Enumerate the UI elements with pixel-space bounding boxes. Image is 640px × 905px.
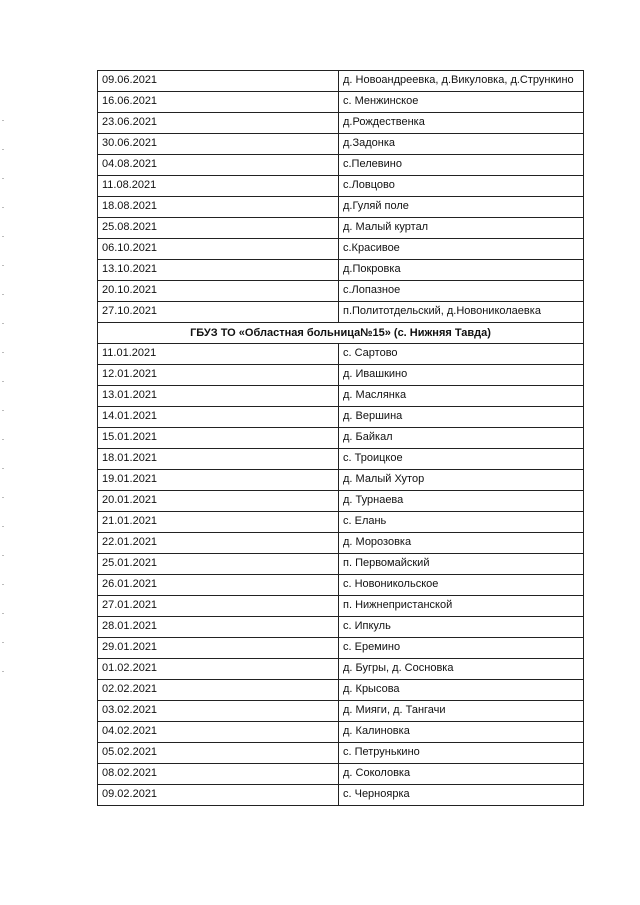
date-cell: 11.01.2021 [98, 344, 339, 365]
table-row [98, 197, 584, 218]
date-cell: 26.01.2021 [98, 575, 339, 596]
date-cell: 01.02.2021 [98, 659, 339, 680]
table-row [98, 491, 584, 512]
place-cell: д. Соколовка [339, 764, 584, 785]
place-cell: с. Троицкое [339, 449, 584, 470]
place-cell: д. Вершина [339, 407, 584, 428]
date-cell: 09.06.2021 [98, 71, 339, 92]
date-cell: 18.01.2021 [98, 449, 339, 470]
table-row [98, 386, 584, 407]
table-row [98, 155, 584, 176]
place-cell: с. Черноярка [339, 785, 584, 806]
place-cell: с. Петрунькино [339, 743, 584, 764]
place-cell: с.Ловцово [339, 176, 584, 197]
table-row [98, 533, 584, 554]
table-row [98, 365, 584, 386]
date-cell: 13.01.2021 [98, 386, 339, 407]
date-cell: 30.06.2021 [98, 134, 339, 155]
table-row [98, 659, 584, 680]
table-row [98, 638, 584, 659]
place-cell: с.Пелевино [339, 155, 584, 176]
date-cell: 11.08.2021 [98, 176, 339, 197]
place-cell: с. Менжинское [339, 92, 584, 113]
date-cell: 05.02.2021 [98, 743, 339, 764]
date-cell: 13.10.2021 [98, 260, 339, 281]
date-cell: 20.10.2021 [98, 281, 339, 302]
date-cell: 27.01.2021 [98, 596, 339, 617]
table-row [98, 722, 584, 743]
place-cell: д.Рождественка [339, 113, 584, 134]
place-cell: д.Покровка [339, 260, 584, 281]
date-cell: 22.01.2021 [98, 533, 339, 554]
table-row [98, 764, 584, 785]
place-cell: д. Мияги, д. Тангачи [339, 701, 584, 722]
place-cell: д. Малый Хутор [339, 470, 584, 491]
place-cell: с. Сартово [339, 344, 584, 365]
table-row [98, 239, 584, 260]
place-cell: д. Крысова [339, 680, 584, 701]
date-cell: 20.01.2021 [98, 491, 339, 512]
date-cell: 18.08.2021 [98, 197, 339, 218]
table-row [98, 701, 584, 722]
date-cell: 09.02.2021 [98, 785, 339, 806]
table-row [98, 428, 584, 449]
place-cell: д. Малый куртал [339, 218, 584, 239]
table-row [98, 743, 584, 764]
table-row [98, 575, 584, 596]
place-cell: с. Новоникольское [339, 575, 584, 596]
table-row [98, 344, 584, 365]
date-cell: 08.02.2021 [98, 764, 339, 785]
date-cell: 28.01.2021 [98, 617, 339, 638]
table-row [98, 281, 584, 302]
place-cell: д. Калиновка [339, 722, 584, 743]
table-row [98, 134, 584, 155]
date-cell: 19.01.2021 [98, 470, 339, 491]
table-row [98, 680, 584, 701]
place-cell: п. Первомайский [339, 554, 584, 575]
date-cell: 06.10.2021 [98, 239, 339, 260]
date-cell: 25.01.2021 [98, 554, 339, 575]
table-row [98, 113, 584, 134]
date-cell: 23.06.2021 [98, 113, 339, 134]
date-cell: 15.01.2021 [98, 428, 339, 449]
date-cell: 04.08.2021 [98, 155, 339, 176]
table-row [98, 554, 584, 575]
place-cell: с. Ипкуль [339, 617, 584, 638]
date-cell: 14.01.2021 [98, 407, 339, 428]
place-cell: д. Морозовка [339, 533, 584, 554]
table-row [98, 92, 584, 113]
table-row [98, 449, 584, 470]
table-row [98, 302, 584, 323]
date-cell: 21.01.2021 [98, 512, 339, 533]
date-cell: 29.01.2021 [98, 638, 339, 659]
schedule-table [97, 70, 584, 806]
place-cell: п. Нижнепристанской [339, 596, 584, 617]
place-cell: д. Байкал [339, 428, 584, 449]
place-cell: д. Ивашкино [339, 365, 584, 386]
place-cell: д.Задонка [339, 134, 584, 155]
table-row [98, 407, 584, 428]
place-cell: с.Красивое [339, 239, 584, 260]
date-cell: 02.02.2021 [98, 680, 339, 701]
place-cell: с.Лопазное [339, 281, 584, 302]
table-row [98, 785, 584, 806]
section-title: ГБУЗ ТО «Областная больница№15» (с. Нижняя Тавда) [98, 323, 584, 344]
date-cell: 04.02.2021 [98, 722, 339, 743]
table-row [98, 470, 584, 491]
table-row [98, 512, 584, 533]
place-cell: д. Турнаева [339, 491, 584, 512]
date-cell: 12.01.2021 [98, 365, 339, 386]
table-row [98, 617, 584, 638]
place-cell: д.Гуляй поле [339, 197, 584, 218]
date-cell: 03.02.2021 [98, 701, 339, 722]
place-cell: с. Еремино [339, 638, 584, 659]
section-header-row [98, 323, 584, 344]
place-cell: с. Елань [339, 512, 584, 533]
place-cell: д. Маслянка [339, 386, 584, 407]
date-cell: 25.08.2021 [98, 218, 339, 239]
table-row [98, 596, 584, 617]
place-cell: д. Бугры, д. Сосновка [339, 659, 584, 680]
table-row [98, 260, 584, 281]
date-cell: 16.06.2021 [98, 92, 339, 113]
table-row [98, 218, 584, 239]
place-cell: п.Политотдельский, д.Новониколаевка [339, 302, 584, 323]
scan-margin-marks [2, 120, 6, 720]
place-cell: д. Новоандреевка, д.Викуловка, д.Стрункино [339, 71, 584, 92]
date-cell: 27.10.2021 [98, 302, 339, 323]
table-row [98, 71, 584, 92]
table-row [98, 176, 584, 197]
